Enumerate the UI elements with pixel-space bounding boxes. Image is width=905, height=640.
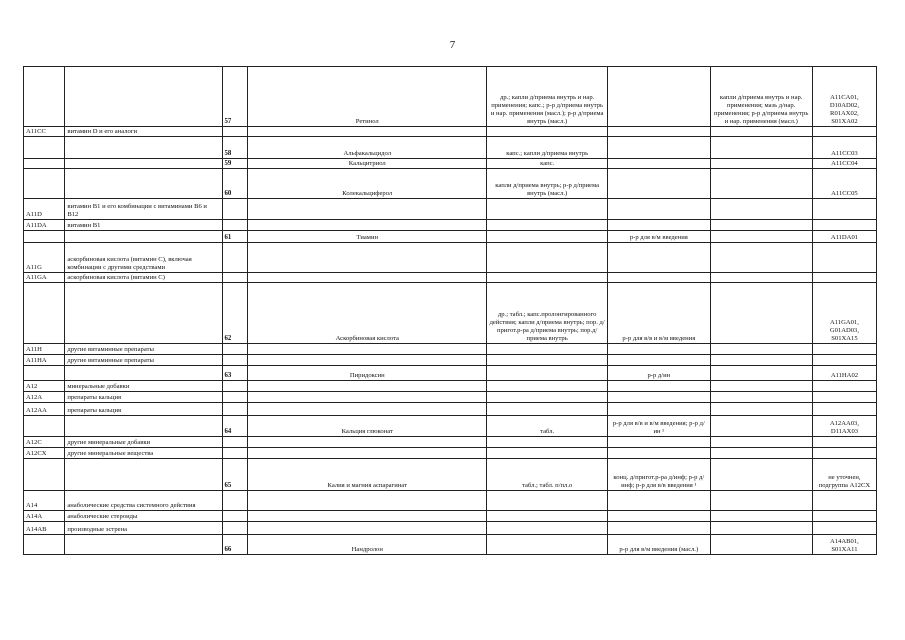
atc-code-cell (24, 366, 65, 381)
group-name-cell: другие витаминные препараты (65, 344, 222, 355)
atc-code-drug-cell (812, 355, 876, 366)
group-name-cell: минеральные добавки (65, 381, 222, 392)
table-row (24, 366, 877, 381)
atc-code-cell: A14AB (24, 522, 65, 535)
row-number-cell (222, 491, 248, 511)
group-name-cell: анаболические стероиды (65, 511, 222, 522)
row-number-cell (222, 243, 248, 273)
row-number-cell (222, 448, 248, 459)
dosage-forms-injection-cell: р-р д/ин (608, 366, 710, 381)
table-row (24, 137, 877, 159)
row-number-cell: 66 (222, 535, 248, 555)
dosage-forms-other-cell (710, 448, 812, 459)
dosage-forms-oral-cell: капли д/приема внутрь; р-р д/приема внутрь (масл.) (487, 169, 608, 199)
group-name-cell (65, 459, 222, 491)
dosage-forms-oral-cell: табл.; табл. п/пл.о (487, 459, 608, 491)
atc-code-cell (24, 283, 65, 344)
dosage-forms-other-cell (710, 127, 812, 137)
group-name-cell (65, 159, 222, 169)
page-number: 7 (449, 39, 456, 51)
dosage-forms-injection-cell (608, 199, 710, 220)
atc-code-cell (24, 459, 65, 491)
atc-code-drug-cell: A11DA01 (812, 231, 876, 243)
drug-name-cell (248, 273, 487, 283)
atc-code-drug-cell (812, 127, 876, 137)
drug-name-cell (248, 511, 487, 522)
drug-name-cell (248, 392, 487, 403)
drug-name-cell (248, 199, 487, 220)
dosage-forms-other-cell (710, 159, 812, 169)
dosage-forms-injection-cell (608, 344, 710, 355)
row-number-cell (222, 403, 248, 416)
dosage-forms-oral-cell: др.; табл.; капс.пролонгированного действия; капли д/приема внутрь; пор. д/пригот.р-ра д/приема внутрь; пор.д/приема внутрь (487, 283, 608, 344)
atc-code-cell (24, 416, 65, 437)
atc-code-drug-cell (812, 381, 876, 392)
drug-name-cell (248, 344, 487, 355)
dosage-forms-injection-cell (608, 437, 710, 448)
dosage-forms-other-cell (710, 511, 812, 522)
dosage-forms-other-cell (710, 169, 812, 199)
drug-name-cell (248, 522, 487, 535)
atc-code-cell: A11D (24, 199, 65, 220)
table-row (24, 491, 877, 511)
row-number-cell: 62 (222, 283, 248, 344)
table-row (24, 273, 877, 283)
table-row (24, 511, 877, 522)
dosage-forms-oral-cell (487, 366, 608, 381)
atc-code-cell: A11CC (24, 127, 65, 137)
dosage-forms-other-cell (710, 243, 812, 273)
dosage-forms-injection-cell (608, 522, 710, 535)
dosage-forms-injection-cell (608, 403, 710, 416)
table-row (24, 522, 877, 535)
drug-name-cell (248, 437, 487, 448)
dosage-forms-other-cell (710, 355, 812, 366)
dosage-forms-other-cell (710, 283, 812, 344)
atc-code-drug-cell: не уточнен, подгруппа A12CX (812, 459, 876, 491)
atc-code-drug-cell: A14AB01, S01XA11 (812, 535, 876, 555)
row-number-cell: 64 (222, 416, 248, 437)
table-row (24, 344, 877, 355)
atc-code-drug-cell: A11CA01, D10AD02, R01AX02, S01XA02 (812, 67, 876, 127)
dosage-forms-oral-cell (487, 220, 608, 231)
atc-code-cell: A11DA (24, 220, 65, 231)
group-name-cell: аскорбиновая кислота (витамин C) (65, 273, 222, 283)
drug-name-cell (248, 381, 487, 392)
atc-code-cell: A12 (24, 381, 65, 392)
drug-name-cell: Пиридоксин (248, 366, 487, 381)
dosage-forms-other-cell (710, 392, 812, 403)
row-number-cell (222, 522, 248, 535)
atc-code-cell: A12C (24, 437, 65, 448)
dosage-forms-oral-cell: капс. (487, 159, 608, 169)
dosage-forms-injection-cell (608, 448, 710, 459)
group-name-cell: препараты кальция (65, 403, 222, 416)
dosage-forms-oral-cell (487, 199, 608, 220)
dosage-forms-oral-cell: капс.; капли д/приема внутрь (487, 137, 608, 159)
group-name-cell (65, 231, 222, 243)
row-number-cell: 63 (222, 366, 248, 381)
drug-name-cell: Ретинол (248, 67, 487, 127)
group-name-cell (65, 535, 222, 555)
dosage-forms-oral-cell (487, 231, 608, 243)
group-name-cell: производные эстрена (65, 522, 222, 535)
dosage-forms-other-cell: капли д/приема внутрь и нар. применения; мазь д/нар. применения; р-р д/приема внутрь и нар. применения (масл.) (710, 67, 812, 127)
atc-code-drug-cell (812, 511, 876, 522)
group-name-cell: другие витаминные препараты (65, 355, 222, 366)
dosage-forms-other-cell (710, 231, 812, 243)
atc-code-drug-cell: A11HA02 (812, 366, 876, 381)
dosage-forms-injection-cell (608, 491, 710, 511)
row-number-cell (222, 437, 248, 448)
dosage-forms-injection-cell (608, 169, 710, 199)
dosage-forms-oral-cell (487, 344, 608, 355)
row-number-cell: 61 (222, 231, 248, 243)
dosage-forms-other-cell (710, 381, 812, 392)
dosage-forms-oral-cell (487, 381, 608, 392)
atc-code-drug-cell (812, 403, 876, 416)
table-row (24, 535, 877, 555)
table-row (24, 159, 877, 169)
atc-code-drug-cell (812, 273, 876, 283)
dosage-forms-other-cell (710, 535, 812, 555)
drug-name-cell: Аскорбиновая кислота (248, 283, 487, 344)
row-number-cell (222, 344, 248, 355)
drug-name-cell: Тиамин (248, 231, 487, 243)
dosage-forms-other-cell (710, 344, 812, 355)
row-number-cell (222, 127, 248, 137)
drug-name-cell (248, 491, 487, 511)
group-name-cell: анаболические средства системного действия (65, 491, 222, 511)
dosage-forms-injection-cell (608, 127, 710, 137)
row-number-cell (222, 392, 248, 403)
atc-code-drug-cell: A11CC05 (812, 169, 876, 199)
dosage-forms-other-cell (710, 137, 812, 159)
dosage-forms-oral-cell (487, 522, 608, 535)
atc-code-cell: A11HA (24, 355, 65, 366)
dosage-forms-injection-cell (608, 67, 710, 127)
row-number-cell (222, 381, 248, 392)
atc-code-cell (24, 535, 65, 555)
table-row (24, 199, 877, 220)
table-row (24, 127, 877, 137)
drug-name-cell (248, 355, 487, 366)
table-row (24, 231, 877, 243)
drug-name-cell (248, 243, 487, 273)
dosage-forms-injection-cell (608, 159, 710, 169)
dosage-forms-injection-cell (608, 511, 710, 522)
table-row (24, 67, 877, 127)
group-name-cell: препараты кальция (65, 392, 222, 403)
table-row (24, 169, 877, 199)
group-name-cell: витамин B1 и его комбинации с витаминами B6 и B12 (65, 199, 222, 220)
dosage-forms-oral-cell (487, 355, 608, 366)
row-number-cell: 65 (222, 459, 248, 491)
atc-code-drug-cell (812, 448, 876, 459)
atc-code-drug-cell: A11CC03 (812, 137, 876, 159)
group-name-cell (65, 67, 222, 127)
dosage-forms-other-cell (710, 273, 812, 283)
dosage-forms-other-cell (710, 366, 812, 381)
dosage-forms-oral-cell (487, 403, 608, 416)
group-name-cell (65, 283, 222, 344)
atc-code-cell: A12A (24, 392, 65, 403)
dosage-forms-injection-cell (608, 220, 710, 231)
dosage-forms-other-cell (710, 199, 812, 220)
atc-code-cell: A11H (24, 344, 65, 355)
table-row (24, 437, 877, 448)
atc-code-cell: A14 (24, 491, 65, 511)
dosage-forms-injection-cell (608, 273, 710, 283)
dosage-forms-other-cell (710, 491, 812, 511)
row-number-cell: 60 (222, 169, 248, 199)
group-name-cell: витамин D и его аналоги (65, 127, 222, 137)
drug-table (23, 66, 877, 555)
dosage-forms-injection-cell (608, 381, 710, 392)
table-row (24, 243, 877, 273)
atc-code-cell (24, 159, 65, 169)
dosage-forms-oral-cell (487, 243, 608, 273)
atc-code-drug-cell (812, 392, 876, 403)
table-row (24, 355, 877, 366)
atc-code-drug-cell (812, 344, 876, 355)
table-row (24, 381, 877, 392)
drug-name-cell (248, 448, 487, 459)
dosage-forms-oral-cell (487, 511, 608, 522)
atc-code-cell: A11G (24, 243, 65, 273)
dosage-forms-other-cell (710, 220, 812, 231)
table-row (24, 283, 877, 344)
dosage-forms-oral-cell: др.; капли д/приема внутрь и нар. применения; капс.; р-р д/приема внутрь и нар. применения (масл.); р-р д/приема внутрь (масл.) (487, 67, 608, 127)
group-name-cell: другие минеральные добавки (65, 437, 222, 448)
dosage-forms-oral-cell (487, 448, 608, 459)
dosage-forms-other-cell (710, 522, 812, 535)
dosage-forms-injection-cell (608, 137, 710, 159)
atc-code-drug-cell (812, 491, 876, 511)
dosage-forms-injection-cell: р-р для в/в и в/м введения; р-р д/ин ¹ (608, 416, 710, 437)
drug-name-cell: Калия и магния аспарагинат (248, 459, 487, 491)
dosage-forms-injection-cell: р-р для в/м введения (608, 231, 710, 243)
dosage-forms-oral-cell (487, 491, 608, 511)
atc-code-cell (24, 67, 65, 127)
dosage-forms-oral-cell (487, 437, 608, 448)
dosage-forms-other-cell (710, 416, 812, 437)
drug-name-cell: Кальцитриол (248, 159, 487, 169)
table-row (24, 448, 877, 459)
drug-name-cell: Нандролон (248, 535, 487, 555)
drug-name-cell (248, 220, 487, 231)
group-name-cell (65, 366, 222, 381)
dosage-forms-oral-cell (487, 127, 608, 137)
table-row (24, 403, 877, 416)
row-number-cell: 58 (222, 137, 248, 159)
drug-name-cell: Альфакальцидол (248, 137, 487, 159)
group-name-cell (65, 416, 222, 437)
dosage-forms-injection-cell: конц. д/пригот.р-ра д/инф; р-р д/инф; р-р для в/в введения ¹ (608, 459, 710, 491)
atc-code-cell (24, 169, 65, 199)
table-row (24, 392, 877, 403)
atc-code-drug-cell: A11CC04 (812, 159, 876, 169)
atc-code-drug-cell (812, 522, 876, 535)
dosage-forms-oral-cell (487, 535, 608, 555)
dosage-forms-injection-cell: р-р для в/в и в/м введения (608, 283, 710, 344)
row-number-cell (222, 199, 248, 220)
drug-name-cell: Кальция глюконат (248, 416, 487, 437)
table-row (24, 459, 877, 491)
row-number-cell (222, 511, 248, 522)
atc-code-drug-cell (812, 437, 876, 448)
atc-code-cell: A14A (24, 511, 65, 522)
atc-code-cell: A11GA (24, 273, 65, 283)
atc-code-cell: A12AA (24, 403, 65, 416)
atc-code-drug-cell (812, 220, 876, 231)
atc-code-drug-cell: A11GA01, G01AD03, S01XA15 (812, 283, 876, 344)
dosage-forms-other-cell (710, 437, 812, 448)
atc-code-drug-cell (812, 199, 876, 220)
group-name-cell (65, 137, 222, 159)
drug-name-cell: Колекальциферол (248, 169, 487, 199)
row-number-cell (222, 273, 248, 283)
dosage-forms-other-cell (710, 403, 812, 416)
table-row (24, 416, 877, 437)
dosage-forms-oral-cell (487, 273, 608, 283)
group-name-cell: другие минеральные вещества (65, 448, 222, 459)
drug-name-cell (248, 403, 487, 416)
group-name-cell: аскорбиновая кислота (витамин C), включая комбинации с другими средствами (65, 243, 222, 273)
dosage-forms-oral-cell (487, 392, 608, 403)
atc-code-cell (24, 137, 65, 159)
group-name-cell (65, 169, 222, 199)
drug-name-cell (248, 127, 487, 137)
row-number-cell: 57 (222, 67, 248, 127)
group-name-cell: витамин B1 (65, 220, 222, 231)
atc-code-cell (24, 231, 65, 243)
atc-code-cell: A12CX (24, 448, 65, 459)
atc-code-drug-cell (812, 243, 876, 273)
row-number-cell: 59 (222, 159, 248, 169)
dosage-forms-other-cell (710, 459, 812, 491)
atc-code-drug-cell: A12AA03, D11AX03 (812, 416, 876, 437)
row-number-cell (222, 220, 248, 231)
dosage-forms-oral-cell: табл. (487, 416, 608, 437)
dosage-forms-injection-cell (608, 392, 710, 403)
table-row (24, 220, 877, 231)
dosage-forms-injection-cell (608, 243, 710, 273)
row-number-cell (222, 355, 248, 366)
dosage-forms-injection-cell (608, 355, 710, 366)
dosage-forms-injection-cell: р-р для в/м введения (масл.) (608, 535, 710, 555)
